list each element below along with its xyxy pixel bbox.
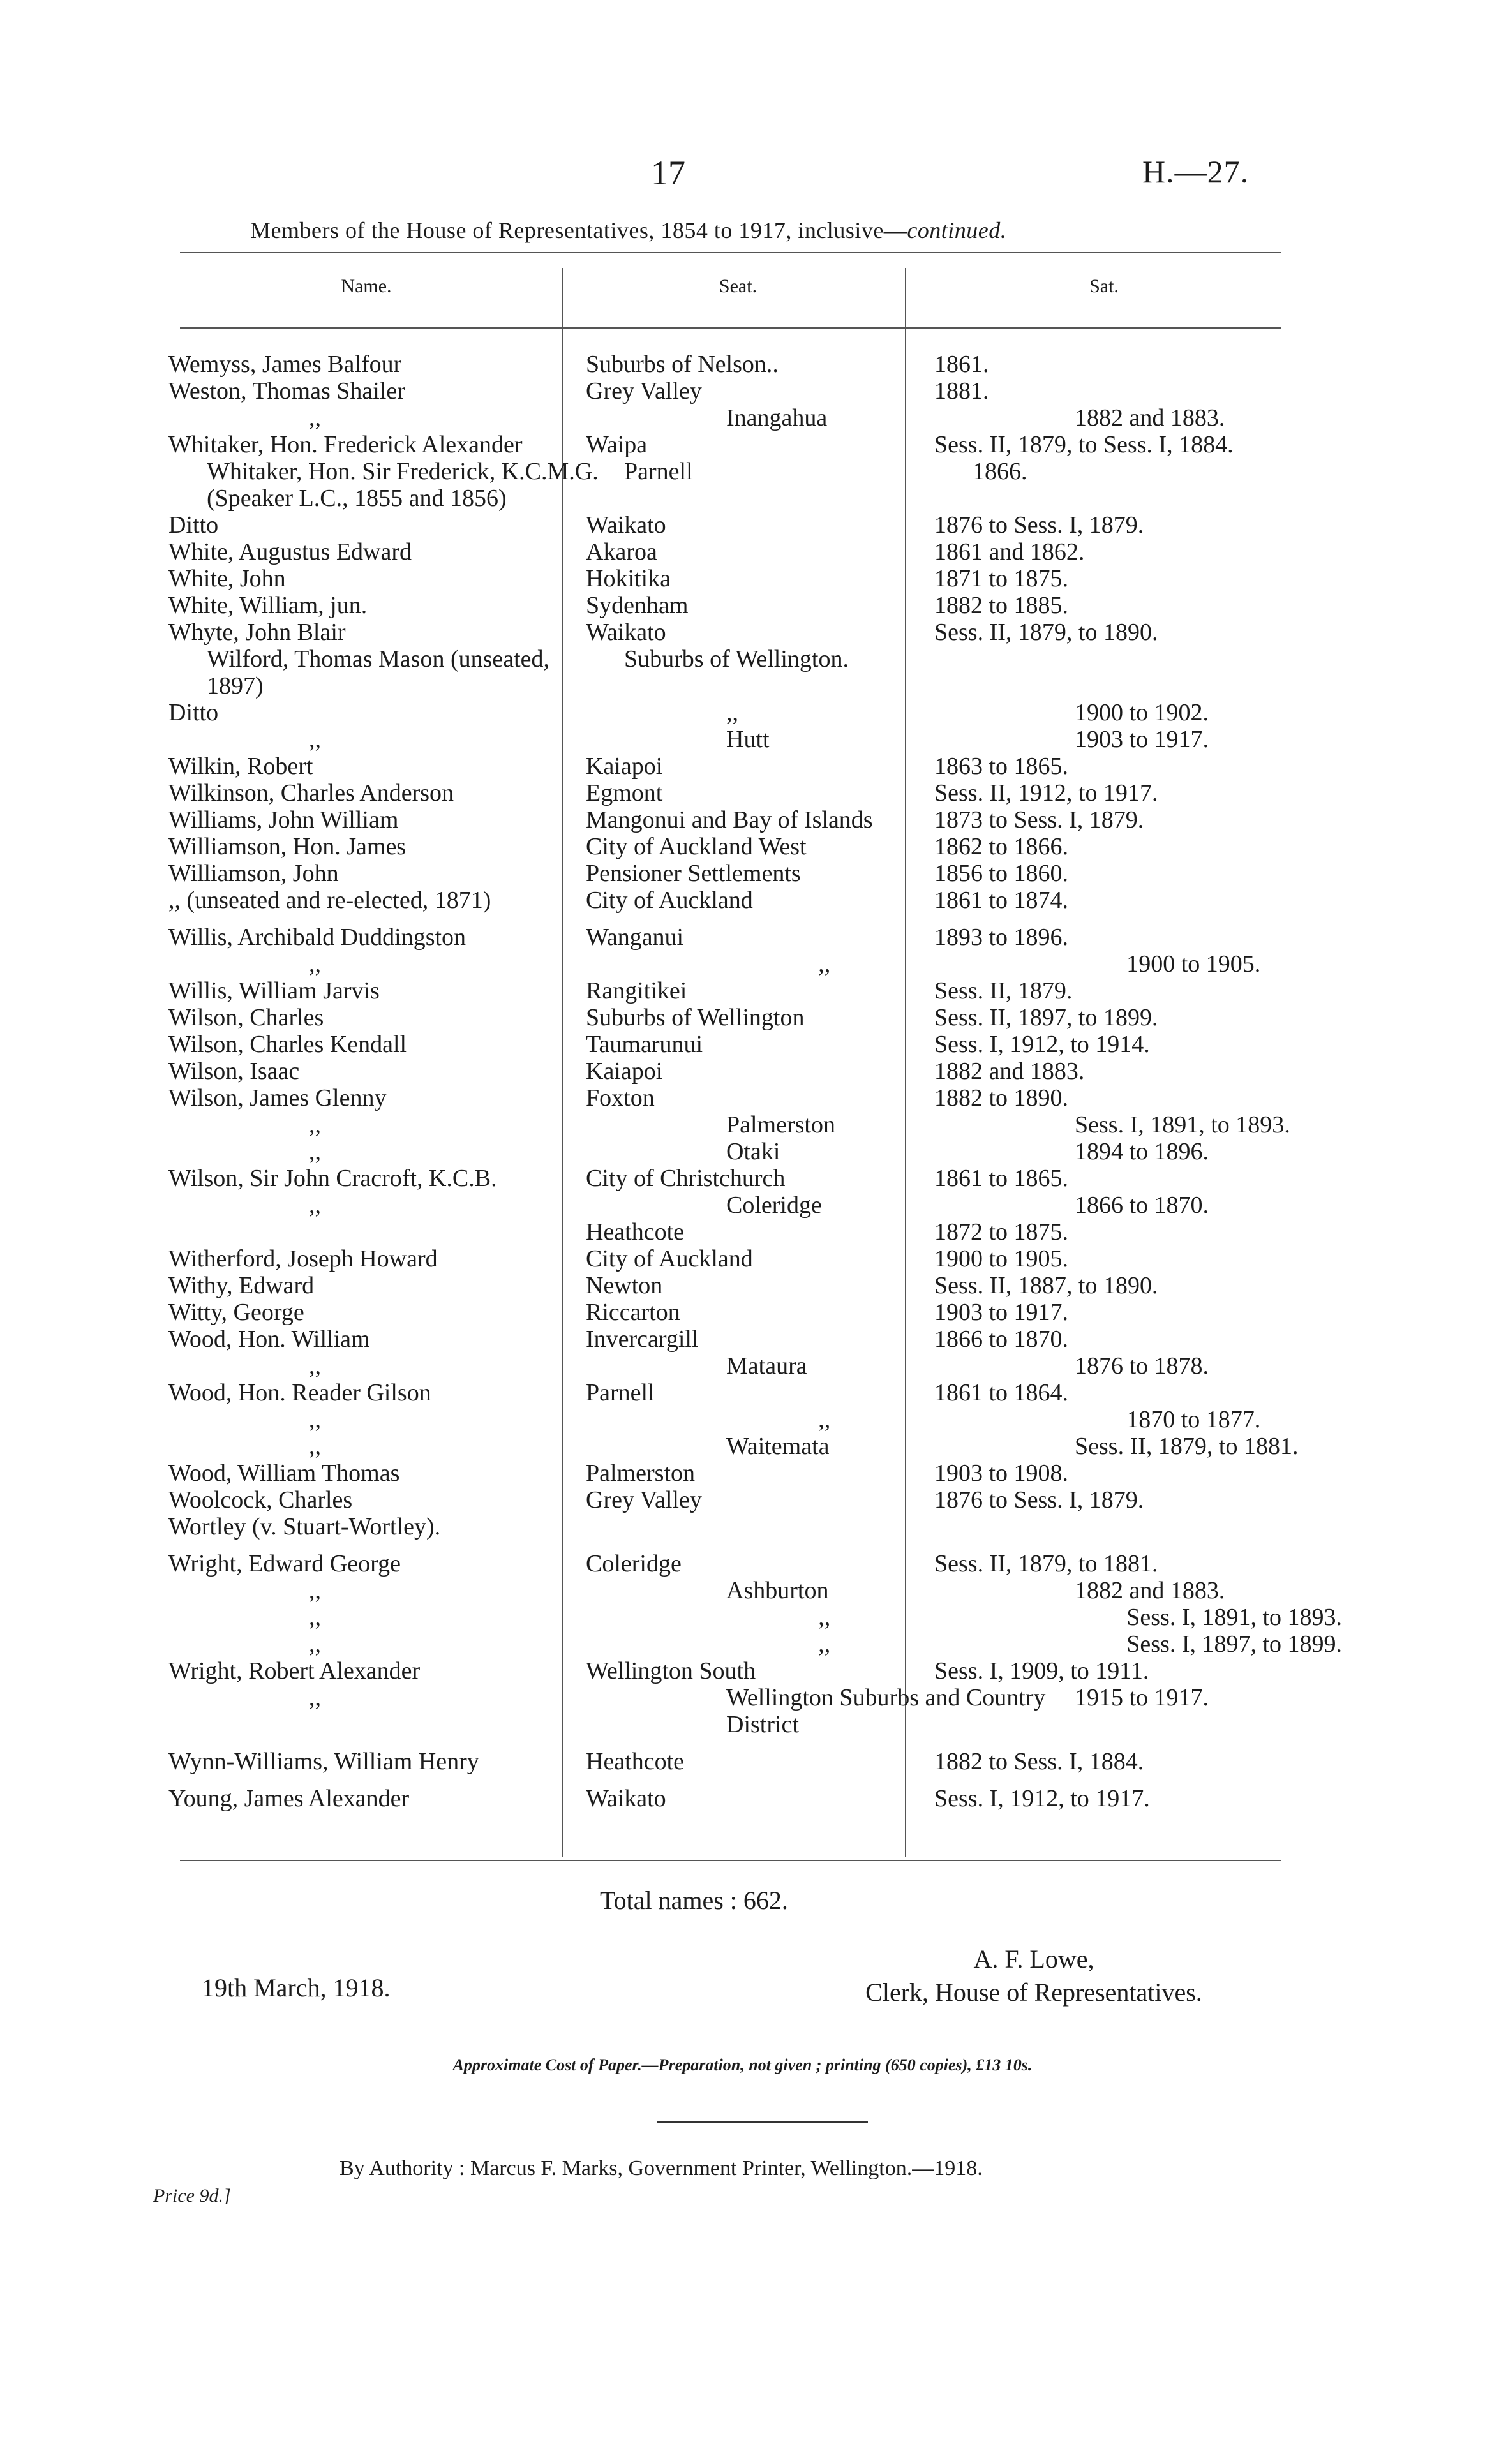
member-name: Weston, Thomas Shailer (168, 378, 405, 404)
seat-name: Grey Valley (586, 1487, 702, 1513)
seat-name: Ashburton (726, 1577, 829, 1604)
seat-name: Parnell (624, 458, 693, 485)
member-name: Whitaker, Hon. Sir Frederick, K.C.M.G. (Speaker L.C., 1855 and 1856) (207, 458, 599, 512)
member-name: Wemyss, James Balfour (168, 351, 402, 378)
table-title (250, 217, 1006, 244)
seat-name: Waikato (586, 512, 666, 538)
table-row (0, 1353, 1485, 1379)
seat-name: Foxton (586, 1085, 655, 1111)
sat-period: 1876 to Sess. I, 1879. (934, 1487, 1144, 1513)
table-row (0, 1326, 1485, 1353)
table-row (0, 458, 1485, 512)
seat-name: ,, (818, 951, 831, 977)
seat-name: Waikato (586, 1785, 666, 1812)
table-row (0, 1433, 1485, 1460)
seat-name: Taumarunui (586, 1031, 703, 1058)
sat-period: 1873 to Sess. I, 1879. (934, 806, 1144, 833)
sat-period: 1903 to 1908. (934, 1460, 1069, 1487)
seat-name: Otaki (726, 1138, 780, 1165)
sat-period: Sess. II, 1912, to 1917. (934, 780, 1158, 806)
table-row (0, 753, 1485, 780)
member-name: Wortley (v. Stuart-Wortley). (168, 1513, 441, 1540)
member-name: ,, (309, 1631, 321, 1658)
table-row (0, 646, 1485, 699)
seat-name: Grey Valley (586, 378, 702, 404)
seat-name: City of Auckland (586, 1245, 753, 1272)
member-name: ,, (309, 1192, 321, 1219)
sat-period: 1882 and 1883. (934, 1058, 1085, 1085)
sat-period: 1870 to 1877. (1126, 1406, 1261, 1433)
page-number: 17 (651, 154, 685, 192)
sat-period: Sess. I, 1891, to 1893. (1126, 1604, 1343, 1631)
seat-name: Palmerston (586, 1460, 695, 1487)
seat-name: Invercargill (586, 1326, 699, 1353)
seat-name: ,, (818, 1406, 831, 1433)
member-name: Willis, William Jarvis (168, 977, 380, 1004)
printer-authority: By Authority : Marcus F. Marks, Government Printer, Wellington.—1918. (340, 2156, 983, 2180)
seat-name: Mataura (726, 1353, 807, 1379)
sat-period: 1866. (973, 458, 1027, 485)
seat-name: Riccarton (586, 1299, 680, 1326)
member-name: Willis, Archibald Duddingston (168, 924, 466, 951)
sat-period: 1903 to 1917. (1075, 726, 1209, 753)
sat-period: 1893 to 1896. (934, 924, 1069, 951)
member-name: Whyte, John Blair (168, 619, 346, 646)
table-row (0, 1165, 1485, 1192)
sat-period: 1862 to 1866. (934, 833, 1069, 860)
seat-name: City of Auckland West (586, 833, 807, 860)
member-name: White, William, jun. (168, 592, 368, 619)
table-bottom-rule (180, 1860, 1281, 1861)
member-name: ,, (309, 404, 321, 431)
member-name: ,, (309, 726, 321, 753)
member-name: Whitaker, Hon. Frederick Alexander (168, 431, 523, 458)
member-name: ,, (309, 1684, 321, 1711)
sat-period: 1900 to 1905. (934, 1245, 1069, 1272)
seat-name: Heathcote (586, 1748, 685, 1775)
member-name: Withy, Edward (168, 1272, 315, 1299)
cost-note: Approximate Cost of Paper.—Preparation, not given ; printing (650 copies), £13 10s. (452, 2056, 1033, 2074)
sat-period: 1882 to 1885. (934, 592, 1069, 619)
table-row (0, 887, 1485, 914)
table-row (0, 592, 1485, 619)
member-name: ,, (309, 951, 321, 977)
sat-period: Sess. I, 1909, to 1911. (934, 1658, 1149, 1684)
seat-name: Waikato (586, 619, 666, 646)
table-row (0, 565, 1485, 592)
table-row (0, 1379, 1485, 1406)
table-row (0, 378, 1485, 404)
table-row (0, 1487, 1485, 1513)
member-name: Wilson, James Glenny (168, 1085, 387, 1111)
sat-period: Sess. II, 1879, to Sess. I, 1884. (934, 431, 1234, 458)
member-name: Williamson, John (168, 860, 339, 887)
member-name: ,, (309, 1577, 321, 1604)
table-row (0, 1085, 1485, 1111)
member-name: Wynn-Williams, William Henry (168, 1748, 479, 1775)
member-name: Wilkin, Robert (168, 753, 313, 780)
seat-name: Waitemata (726, 1433, 830, 1460)
member-name: Ditto (168, 512, 219, 538)
member-name: Ditto (168, 699, 219, 726)
table-row (0, 351, 1485, 378)
table-row (0, 538, 1485, 565)
member-name: Wilson, Sir John Cracroft, K.C.B. (168, 1165, 497, 1192)
seat-name: Mangonui and Bay of Islands (586, 806, 873, 833)
header-top-rule (180, 252, 1281, 253)
sat-period: 1861 to 1864. (934, 1379, 1069, 1406)
member-name: Wilson, Charles (168, 1004, 324, 1031)
table-row (0, 1272, 1485, 1299)
member-name: Wilson, Charles Kendall (168, 1031, 407, 1058)
sat-period: 1863 to 1865. (934, 753, 1069, 780)
member-name: ,, (309, 1111, 321, 1138)
authority-rule (657, 2121, 868, 2123)
sat-period: 1866 to 1870. (934, 1326, 1069, 1353)
sat-period: 1876 to 1878. (1075, 1353, 1209, 1379)
table-row (0, 1058, 1485, 1085)
table-row (0, 1658, 1485, 1684)
sat-period: Sess. II, 1879, to 1890. (934, 619, 1158, 646)
member-name: Wilkinson, Charles Anderson (168, 780, 454, 806)
table-row (0, 512, 1485, 538)
sat-period: Sess. I, 1897, to 1899. (1126, 1631, 1343, 1658)
table-row (0, 924, 1485, 951)
signature-block (855, 1943, 1213, 2009)
sat-period: Sess. II, 1887, to 1890. (934, 1272, 1158, 1299)
seat-name: Palmerston (726, 1111, 835, 1138)
table-row (0, 619, 1485, 646)
member-name: Wright, Robert Alexander (168, 1658, 421, 1684)
seat-name: Suburbs of Wellington (586, 1004, 805, 1031)
table-row (0, 1031, 1485, 1058)
member-name: ,, (309, 1353, 321, 1379)
sat-period: 1915 to 1917. (1075, 1684, 1209, 1711)
sat-period: 1861 and 1862. (934, 538, 1085, 565)
table-title-main: Members of the House of Representatives, 1854 to 1917, inclusive— (250, 218, 907, 243)
document-reference: H.—27. (1142, 154, 1250, 189)
sat-period: 1861 to 1865. (934, 1165, 1069, 1192)
table-row (0, 1550, 1485, 1577)
table-row (0, 1631, 1485, 1658)
column-header-sat: Sat. (1089, 276, 1119, 297)
table-row (0, 1111, 1485, 1138)
signatory-title: Clerk, House of Representatives. (865, 1978, 1202, 2007)
member-name: ,, (309, 1604, 321, 1631)
seat-name: Rangitikei (586, 977, 687, 1004)
member-name: Young, James Alexander (168, 1785, 410, 1812)
table-row (0, 806, 1485, 833)
price-note: Price 9d.] (153, 2185, 231, 2206)
seat-name: Egmont (586, 780, 663, 806)
seat-name: ,, (818, 1604, 831, 1631)
sat-period: 1900 to 1902. (1075, 699, 1209, 726)
member-name: ,, (309, 1433, 321, 1460)
member-name: Wilson, Isaac (168, 1058, 300, 1085)
seat-name: Inangahua (726, 404, 828, 431)
sat-period: 1856 to 1860. (934, 860, 1069, 887)
sat-period: 1903 to 1917. (934, 1299, 1069, 1326)
column-header-name: Name. (341, 276, 392, 297)
seat-name: Heathcote (586, 1219, 685, 1245)
table-row (0, 726, 1485, 753)
seat-name: Wellington South (586, 1658, 756, 1684)
table-row (0, 1748, 1485, 1775)
seat-name: Kaiapoi (586, 1058, 663, 1085)
sat-period: Sess. II, 1897, to 1899. (934, 1004, 1158, 1031)
seat-name: Kaiapoi (586, 753, 663, 780)
sat-period: 1876 to Sess. I, 1879. (934, 512, 1144, 538)
seat-name: City of Auckland (586, 887, 753, 914)
member-name: White, Augustus Edward (168, 538, 412, 565)
member-name: White, John (168, 565, 286, 592)
table-row (0, 860, 1485, 887)
seat-name: Pensioner Settlements (586, 860, 801, 887)
seat-name: Newton (586, 1272, 663, 1299)
sat-period: Sess. I, 1891, to 1893. (1075, 1111, 1290, 1138)
seat-name: Hokitika (586, 565, 671, 592)
sat-period: 1861 to 1874. (934, 887, 1069, 914)
sat-period: 1861. (934, 351, 989, 378)
seat-name: Sydenham (586, 592, 689, 619)
table-row (0, 977, 1485, 1004)
table-row (0, 1299, 1485, 1326)
member-name: Wood, Hon. William (168, 1326, 370, 1353)
sat-period: Sess. II, 1879. (934, 977, 1073, 1004)
column-header-seat: Seat. (719, 276, 757, 297)
member-name: ,, (unseated and re-elected, 1871) (168, 887, 491, 914)
member-name: Wright, Edward George (168, 1550, 401, 1577)
total-names: Total names : 662. (600, 1886, 788, 1915)
document-date: 19th March, 1918. (202, 1973, 391, 2002)
sat-period: 1882 to 1890. (934, 1085, 1069, 1111)
seat-name: Akaroa (586, 538, 657, 565)
member-name: Woolcock, Charles (168, 1487, 353, 1513)
member-name: Wilford, Thomas Mason (unseated, 1897) (207, 646, 550, 699)
table-row (0, 1406, 1485, 1433)
seat-name: Wanganui (586, 924, 684, 951)
member-name: Wood, Hon. Reader Gilson (168, 1379, 431, 1406)
sat-period: 1872 to 1875. (934, 1219, 1069, 1245)
table-row (0, 780, 1485, 806)
sat-period: Sess. I, 1912, to 1914. (934, 1031, 1150, 1058)
table-row (0, 833, 1485, 860)
table-row (0, 1460, 1485, 1487)
table-row (0, 431, 1485, 458)
table-row (0, 1219, 1485, 1245)
sat-period: 1882 and 1883. (1075, 404, 1225, 431)
table-row (0, 1192, 1485, 1219)
seat-name: Suburbs of Nelson.. (586, 351, 779, 378)
sat-period: 1881. (934, 378, 989, 404)
table-row (0, 1684, 1485, 1738)
seat-name: City of Christchurch (586, 1165, 786, 1192)
members-table (0, 351, 1485, 1812)
member-name: Williamson, Hon. James (168, 833, 407, 860)
sat-period: 1866 to 1870. (1075, 1192, 1209, 1219)
sat-period: 1871 to 1875. (934, 565, 1069, 592)
seat-name: Waipa (586, 431, 648, 458)
header-bottom-rule (180, 327, 1281, 329)
table-row (0, 404, 1485, 431)
member-name: Williams, John William (168, 806, 399, 833)
table-row (0, 1245, 1485, 1272)
table-row (0, 1577, 1485, 1604)
member-name: Witherford, Joseph Howard (168, 1245, 438, 1272)
sat-period: Sess. II, 1879, to 1881. (1075, 1433, 1299, 1460)
seat-name: Hutt (726, 726, 770, 753)
sat-period: 1894 to 1896. (1075, 1138, 1209, 1165)
member-name: Wood, William Thomas (168, 1460, 400, 1487)
sat-period: Sess. I, 1912, to 1917. (934, 1785, 1150, 1812)
seat-name: ,, (726, 699, 738, 726)
seat-name: Wellington Suburbs and Country District (726, 1684, 1046, 1738)
table-row (0, 951, 1485, 977)
member-name: ,, (309, 1406, 321, 1433)
table-row (0, 1604, 1485, 1631)
seat-name: Suburbs of Wellington. (624, 646, 849, 672)
table-row (0, 699, 1485, 726)
table-row (0, 1785, 1485, 1812)
table-row (0, 1513, 1485, 1540)
seat-name: Coleridge (726, 1192, 822, 1219)
sat-period: 1882 and 1883. (1075, 1577, 1225, 1604)
seat-name: Parnell (586, 1379, 655, 1406)
sat-period: 1900 to 1905. (1126, 951, 1261, 977)
table-row (0, 1004, 1485, 1031)
table-title-suffix: continued. (907, 218, 1007, 243)
seat-name: Coleridge (586, 1550, 682, 1577)
sat-period: Sess. II, 1879, to 1881. (934, 1550, 1158, 1577)
sat-period: 1882 to Sess. I, 1884. (934, 1748, 1144, 1775)
member-name: ,, (309, 1138, 321, 1165)
member-name: Witty, George (168, 1299, 304, 1326)
signatory-name: A. F. Lowe, (973, 1945, 1094, 1973)
table-row (0, 1138, 1485, 1165)
seat-name: ,, (818, 1631, 831, 1658)
